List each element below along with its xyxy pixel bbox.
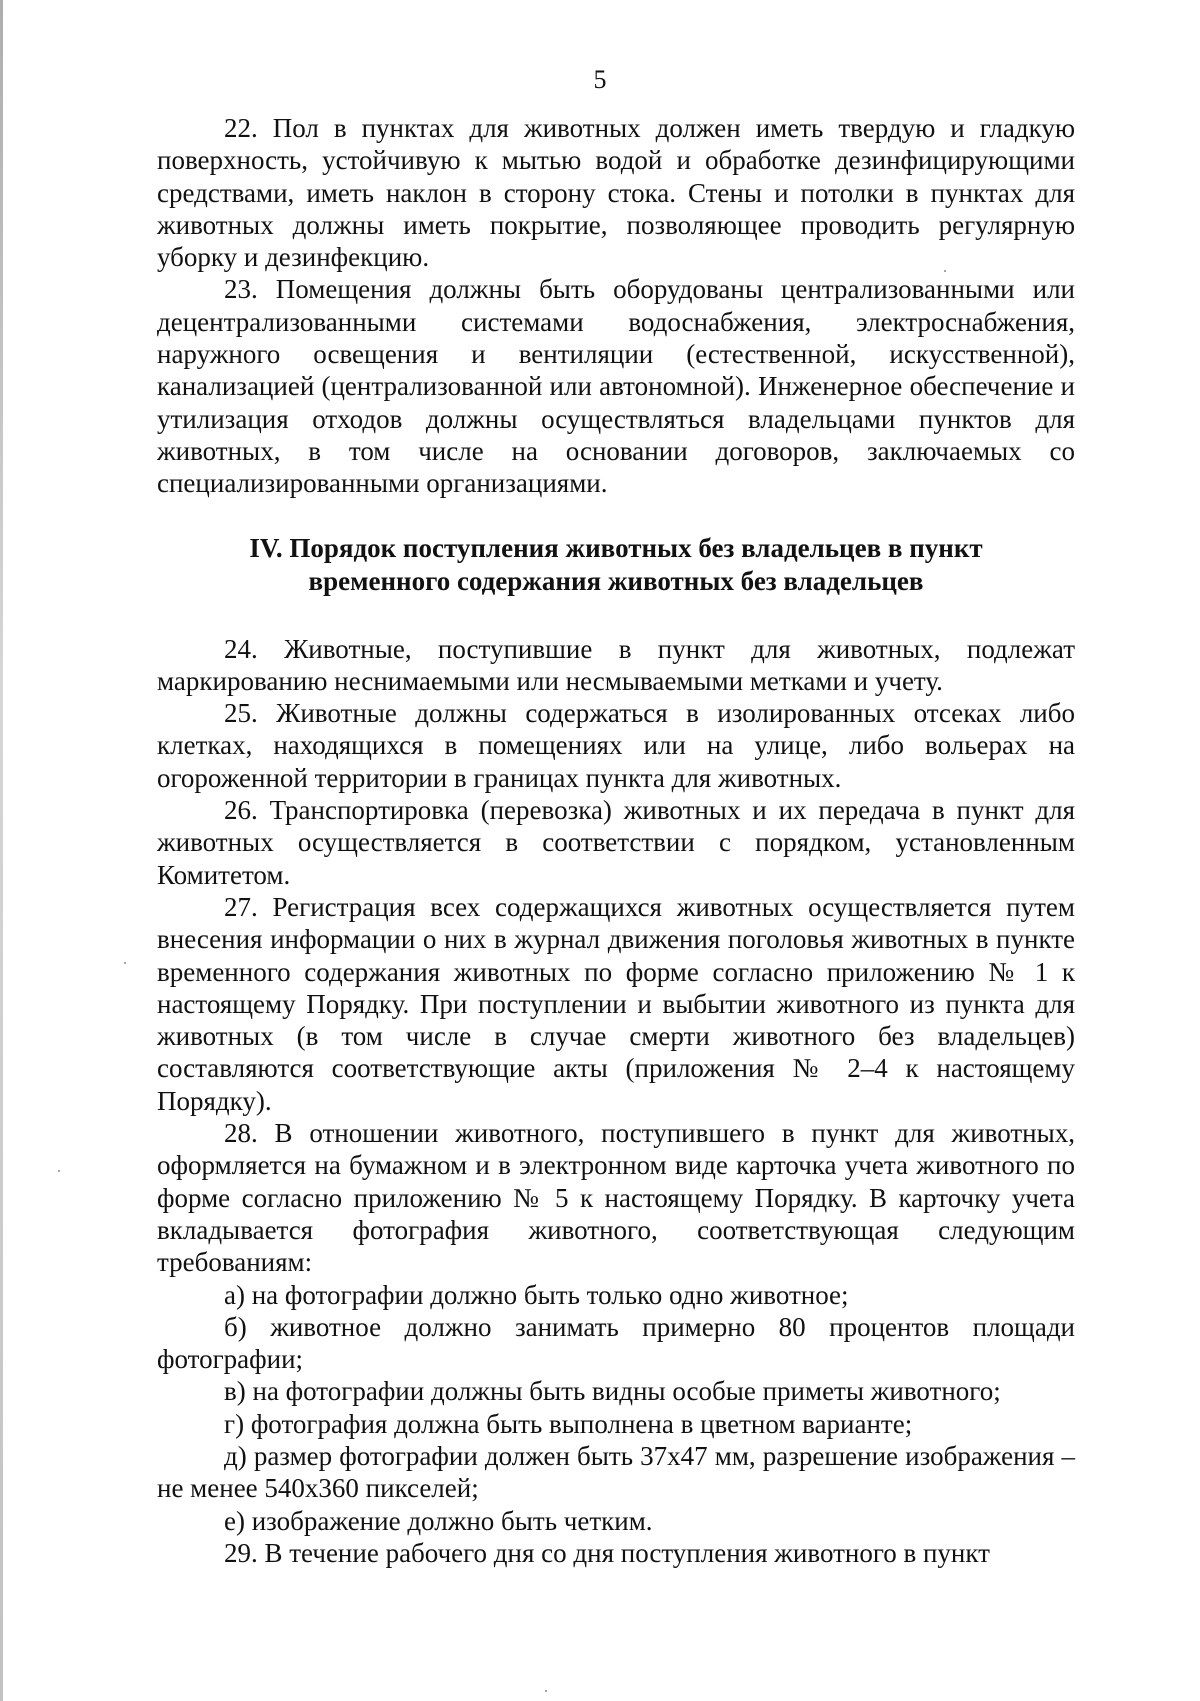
section-heading [157, 532, 1075, 598]
requirement-f: е) изображение должно быть четким. [224, 1505, 653, 1536]
document-body [157, 112, 1075, 1569]
scan-edge-shadow [0, 0, 3, 1701]
paragraph-27: 27. Регистрация всех содержащихся животных осуществляется путем внесения информации о них в журнал движения поголовья животных в пункте временного содержания животных по форме согласно приложению № 1 к настоящему Порядку. При поступлении и выбытии животного из пункта для животных (в том числе в случае смерти животного без владельцев) составляются соответствующие акты (приложения № 2–4 к настоящему Порядку). [157, 891, 1075, 1116]
requirement-a: а) на фотографии должно быть только одно животное; [224, 1279, 849, 1310]
paragraph-26: 26. Транспортировка (перевозка) животных и их передача в пункт для животных осуществляется в соответствии с порядком, установленным Комитетом. [157, 795, 1075, 890]
scan-speck [545, 1690, 547, 1692]
scan-speck [124, 962, 126, 964]
scan-speck [58, 1170, 60, 1172]
paragraph-24: 24. Животные, поступившие в пункт для животных, подлежат маркированию неснимаемыми или несмываемыми метками и учету. [157, 633, 1075, 696]
scan-speck [944, 270, 946, 272]
paragraph-25: 25. Животные должны содержаться в изолированных отсеках либо клетках, находящихся в помещениях или на улице, либо вольерах на огороженной территории в границах пункта для животных. [157, 698, 1075, 793]
requirement-c: в) на фотографии должны быть видны особые приметы животного; [224, 1376, 1001, 1407]
paragraph-28: 28. В отношении животного, поступившего в пункт для животных, оформляется на бумажном и в электронном виде карточка учета животного по форме согласно приложению № 5 к настоящему Порядку. В карточку учета вкладывается фотография животного, соответствующая следующим требованиям: [157, 1118, 1075, 1278]
requirement-b: б) животное должно занимать примерно 80 процентов площади фотографии; [157, 1311, 1075, 1375]
requirement-e: д) размер фотографии должен быть 37х47 мм, разрешение изображения – не менее 540х360 пикселей; [157, 1440, 1075, 1504]
paragraph-22: 22. Пол в пунктах для животных должен иметь твердую и гладкую поверхность, устойчивую к мытью водой и обработке дезинфицирующими средствами, иметь наклон в сторону стока. Стены и потолки в пунктах для животных должны иметь покрытие, позволяющее проводить регулярную уборку и дезинфекцию. [157, 113, 1075, 273]
page-number: 5 [593, 65, 607, 94]
paragraph-23: 23. Помещения должны быть оборудованы централизованными или децентрализованными системами водоснабжения, электроснабжения, наружного освещения и вентиляции (естественной, искусственной), канализацией (централизованной или автономной). Инженерное обеспечение и утилизация отходов должны осуществляться владельцами пунктов для животных, в том числе на основании договоров, заключаемых со специализированными организациями. [157, 274, 1075, 499]
section-heading-line-2: временного содержания животных без владельцев [308, 565, 924, 596]
requirement-d: г) фотография должна быть выполнена в цветном варианте; [224, 1408, 913, 1439]
section-heading-line-1: IV. Порядок поступления животных без владельцев в пункт [249, 532, 983, 563]
paragraph-29: 29. В течение рабочего дня со дня поступления животного в пункт [224, 1537, 990, 1568]
